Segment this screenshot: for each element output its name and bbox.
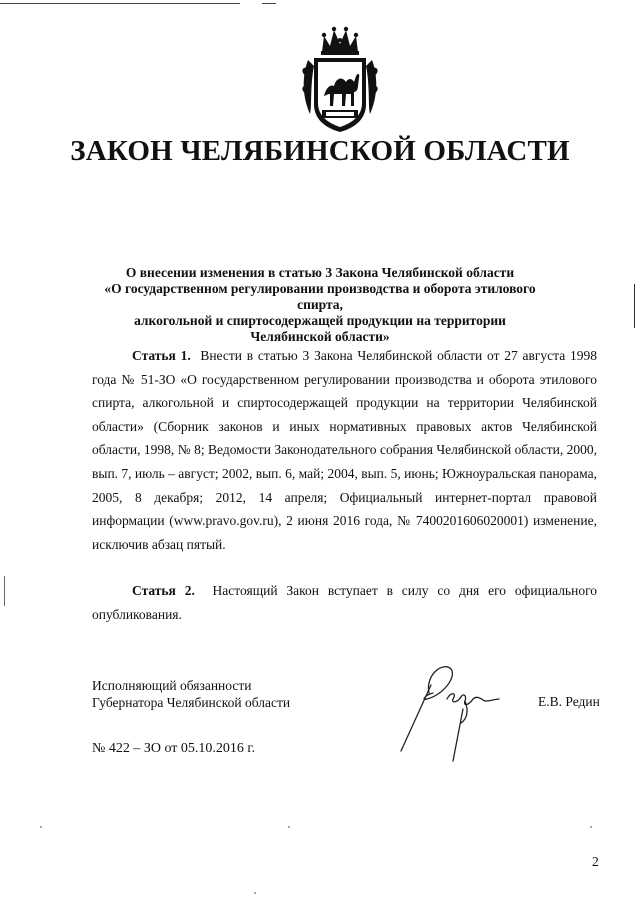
article-label: Статья 2. xyxy=(132,583,195,598)
scan-speck xyxy=(40,826,42,828)
scan-speck xyxy=(254,892,256,894)
subject-line: алкогольной и спиртосодержащей продукции на территории xyxy=(134,313,506,328)
position-line: Губернатора Челябинской области xyxy=(92,695,291,710)
article-text: Настоящий Закон вступает в силу со дня его официального опубликования. xyxy=(92,583,598,622)
signatory-position xyxy=(92,677,290,711)
article-label: Статья 1. xyxy=(132,348,191,363)
subject-line: Челябинской области» xyxy=(250,329,390,344)
page-number: 2 xyxy=(592,854,599,869)
subject-line: «О государственном регулировании производства и оборота этилового спирта, xyxy=(104,281,536,312)
subject-line: О внесении изменения в статью 3 Закона Челябинской области xyxy=(125,265,515,280)
coat-of-arms-icon xyxy=(300,26,380,138)
scan-speck xyxy=(288,826,290,828)
page-title: ЗАКОН ЧЕЛЯБИНСКОЙ ОБЛАСТИ xyxy=(70,135,570,167)
article-1 xyxy=(92,344,597,556)
handwritten-signature xyxy=(395,655,515,765)
law-number: № 422 – ЗО от 05.10.2016 г. xyxy=(92,741,256,756)
article-text: Внести в статью 3 Закона Челябинской области от 27 августа 1998 года № 51-ЗО «О государственном регулировании производства и оборота этилового спирта, алкогольной и спиртосодержащей продукции на территории Челябинской области» (Сборник законов и иных нормативных правовых актов Челябинской области, 1998, № 8; Ведомости Законодательного собрания Челябинской области, 2000, вып. 7, июль – август; 2002, вып. 6, май; 2004, вып. 5, июнь; Южноуральская панорама, 2005, 8 декабря; 2012, 14 апреля; Официальный интернет-портал правовой информации (www.pravo.gov.ru), 2 июня 2016 года, № 7400201606020001) изменение, исключив абзац пятый. xyxy=(92,348,598,552)
position-line: Исполняющий обязанности xyxy=(92,678,252,693)
article-2 xyxy=(92,579,597,626)
document-subject xyxy=(90,265,550,345)
signatory-name: Е.В. Редин xyxy=(538,694,600,709)
margin-mark xyxy=(634,284,635,328)
top-rule xyxy=(0,3,240,4)
scan-speck xyxy=(590,826,592,828)
margin-mark-left xyxy=(4,576,5,606)
top-rule-fragment xyxy=(262,3,276,4)
